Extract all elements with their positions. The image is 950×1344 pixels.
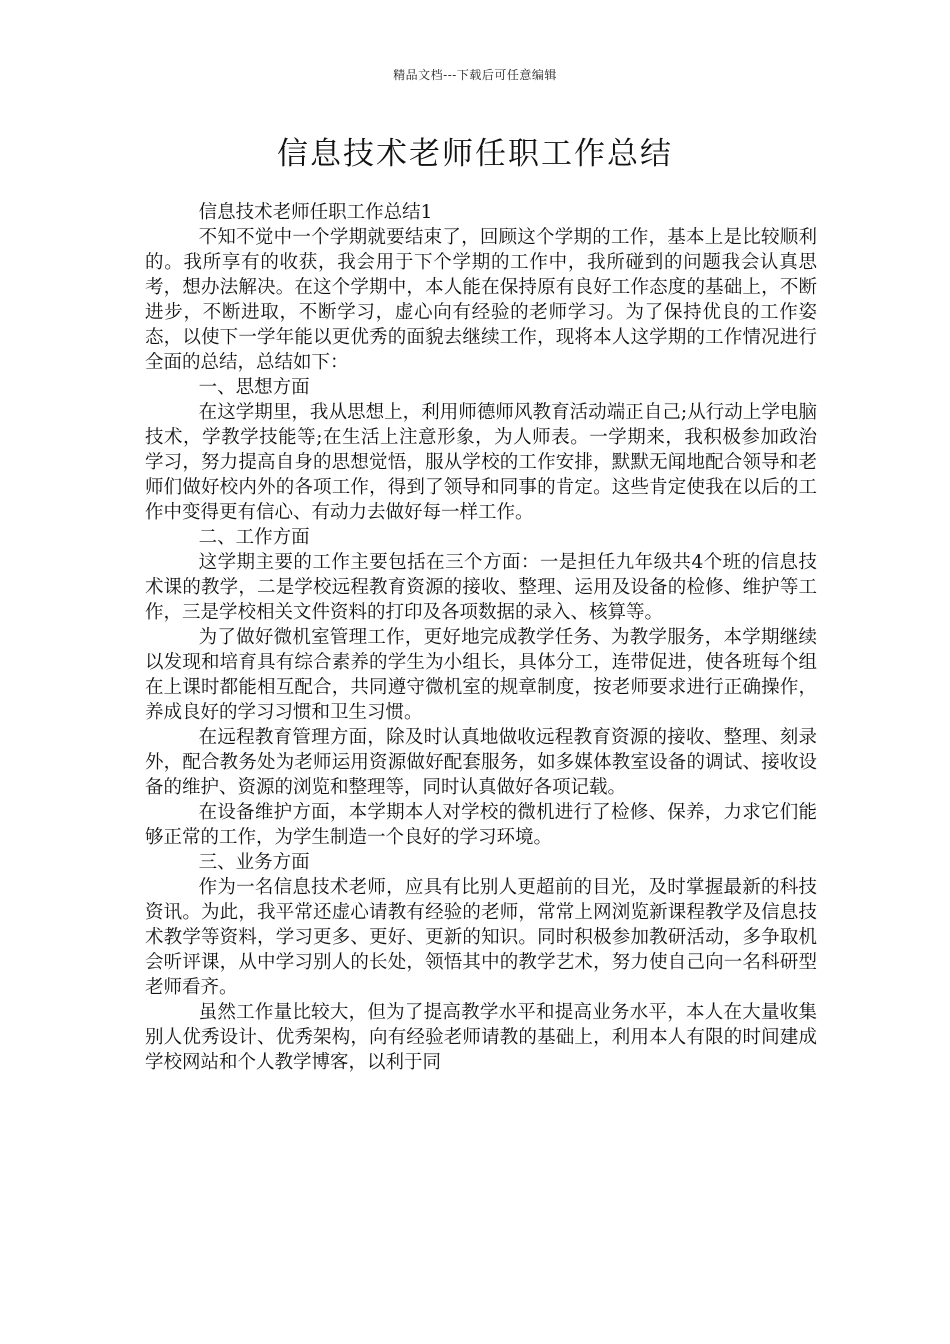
heading-thought: 一、思想方面 — [198, 377, 310, 398]
document-title: 信息技术老师任职工作总结 — [277, 136, 673, 172]
heading-work: 二、工作方面 — [198, 527, 310, 548]
paragraph-remote-education: 在远程教育管理方面，除及时认真地做收远程教育资源的接收、整理、刻录外，配合教务处为老师运用资源做好配套服务，如多媒体教室设备的调试、接收设备的维护、资源的浏览和整理等，同时认真做好各项记载。 — [145, 727, 817, 798]
paragraph-website: 虽然工作量比较大，但为了提高教学水平和提高业务水平，本人在大量收集别人优秀设计、优秀架构，向有经验老师请教的基础上，利用本人有限的时间建成学校网站和个人教学博客，以利于同 — [145, 1002, 817, 1073]
paragraph-lab-management: 为了做好微机室管理工作，更好地完成教学任务、为教学服务，本学期继续以发现和培育具有综合素养的学生为小组长，具体分工，连带促进，使各班每个组在上课时都能相互配合，共同遵守微机室的规章制度，按老师要求进行正确操作，养成良好的学习习惯和卫生习惯。 — [145, 627, 817, 723]
paragraph-intro: 不知不觉中一个学期就要结束了，回顾这个学期的工作，基本上是比较顺利的。我所享有的收获，我会用于下个学期的工作中，我所碰到的问题我会认真思考，想办法解决。在这个学期中，本人能在保持原有良好工作态度的基础上，不断进步，不断进取，不断学习，虚心向有经验的老师学习。为了保持优良的工作姿态，以使下一学年能以更优秀的面貌去继续工作，现将本人这学期的工作情况进行全面的总结，总结如下： — [145, 227, 817, 373]
page-header: 精品文档---下载后可任意编辑 — [393, 68, 557, 82]
document-body — [145, 200, 817, 1075]
paragraph-work-overview: 这学期主要的工作主要包括在三个方面：一是担任九年级共4个班的信息技术课的教学，二是学校远程教育资源的接收、整理、运用及设备的检修、维护等工作，三是学校相关文件资料的打印及各项数据的录入、核算等。 — [145, 552, 817, 623]
paragraph-equipment: 在设备维护方面，本学期本人对学校的微机进行了检修、保养，力求它们能够正常的工作，为学生制造一个良好的学习环境。 — [145, 802, 817, 848]
paragraph-business: 作为一名信息技术老师，应具有比别人更超前的目光，及时掌握最新的科技资讯。为此，我平常还虚心请教有经验的老师，常常上网浏览新课程教学及信息技术教学等资料，学习更多、更好、更新的知识。同时积极参加教研活动，多争取机会听评课，从中学习别人的长处，领悟其中的教学艺术，努力使自己向一名科研型老师看齐。 — [145, 877, 817, 998]
heading-business: 三、业务方面 — [198, 852, 310, 873]
paragraph-thought: 在这学期里，我从思想上，利用师德师风教育活动端正自己;从行动上学电脑技术，学教学技能等;在生活上注意形象，为人师表。一学期来，我积极参加政治学习，努力提高自身的思想觉悟，服从学校的工作安排，默默无闻地配合领导和老师们做好校内外的各项工作，得到了领导和同事的肯定。这些肯定使我在以后的工作中变得更有信心、有动力去做好每一样工作。 — [145, 402, 817, 523]
section-subtitle: 信息技术老师任职工作总结1 — [198, 202, 433, 223]
